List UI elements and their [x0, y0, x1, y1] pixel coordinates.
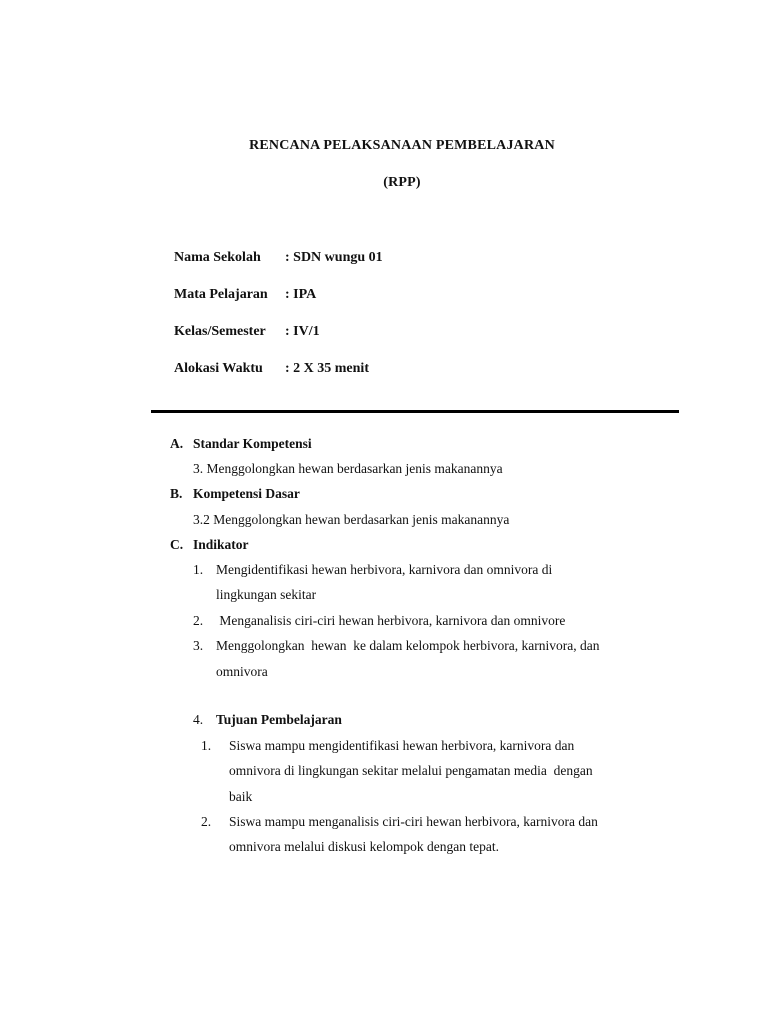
- info-value-school: : SDN wungu 01: [285, 250, 383, 265]
- objective-1-line-3: baik: [229, 789, 253, 804]
- document-title: RENCANA PELAKSANAAN PEMBELAJARAN: [249, 138, 555, 153]
- info-label-time: Alokasi Waktu: [174, 361, 263, 376]
- info-value-class: : IV/1: [285, 324, 320, 339]
- section-b-text: 3.2 Menggolongkan hewan berdasarkan jenis makanannya: [193, 512, 510, 527]
- section-4-heading: Tujuan Pembelajaran: [216, 712, 342, 727]
- section-b-letter: B.: [170, 486, 183, 501]
- indicator-2-line-1: Menganalisis ciri-ciri hewan herbivora, karnivora dan omnivore: [216, 613, 566, 628]
- indicator-3-line-2: omnivora: [216, 664, 268, 679]
- section-c-heading: Indikator: [193, 537, 249, 552]
- objective-1-line-2: omnivora di lingkungan sekitar melalui pengamatan media dengan: [229, 763, 593, 778]
- indicator-1-number: 1.: [193, 562, 204, 577]
- indicator-3-line-1: Menggolongkan hewan ke dalam kelompok herbivora, karnivora, dan: [216, 638, 600, 653]
- indicator-1-line-1: Mengidentifikasi hewan herbivora, karnivora dan omnivora di: [216, 562, 553, 577]
- section-a-text: 3. Menggolongkan hewan berdasarkan jenis makanannya: [193, 461, 503, 476]
- section-a-heading: Standar Kompetensi: [193, 436, 312, 451]
- document-subtitle: (RPP): [383, 175, 421, 190]
- horizontal-divider: [151, 410, 679, 413]
- info-label-subject: Mata Pelajaran: [174, 287, 268, 302]
- indicator-1-line-2: lingkungan sekitar: [216, 587, 317, 602]
- section-4-number: 4.: [193, 712, 204, 727]
- objective-2-line-1: Siswa mampu menganalisis ciri-ciri hewan herbivora, karnivora dan: [229, 814, 598, 829]
- info-label-class: Kelas/Semester: [174, 324, 266, 339]
- info-value-time: : 2 X 35 menit: [285, 361, 369, 376]
- objective-2-line-2: omnivora melalui diskusi kelompok dengan tepat.: [229, 839, 499, 854]
- indicator-3-number: 3.: [193, 638, 204, 653]
- section-a-letter: A.: [170, 436, 184, 451]
- info-value-subject: : IPA: [285, 287, 317, 302]
- section-c-letter: C.: [170, 537, 184, 552]
- indicator-2-number: 2.: [193, 613, 204, 628]
- objective-1-line-1: Siswa mampu mengidentifikasi hewan herbivora, karnivora dan: [229, 738, 575, 753]
- objective-2-number: 2.: [201, 814, 212, 829]
- objective-1-number: 1.: [201, 738, 212, 753]
- info-label-school: Nama Sekolah: [174, 250, 261, 265]
- section-b-heading: Kompetensi Dasar: [193, 486, 300, 501]
